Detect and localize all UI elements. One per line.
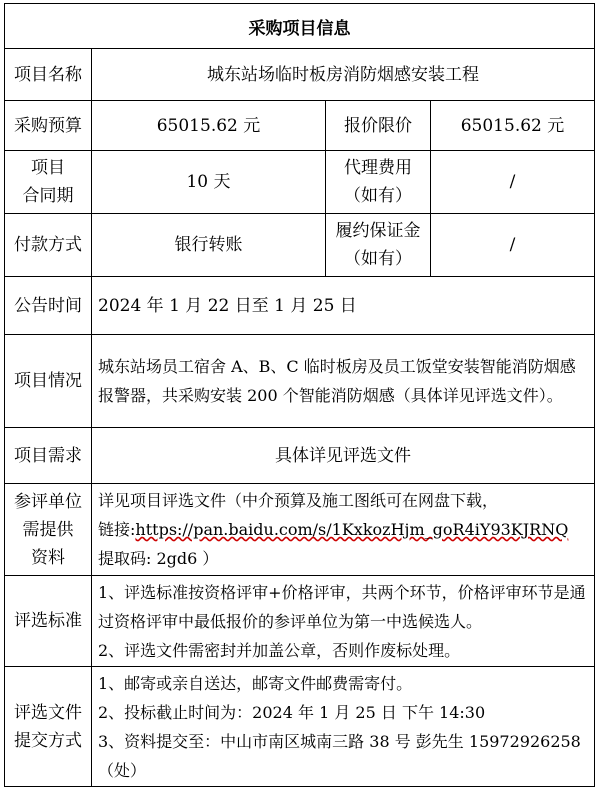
payment-value: 银行转账 (174, 235, 243, 255)
price-limit-value-cell (431, 101, 594, 150)
project-name-value: 城东站场临时板房消防烟感安装工程 (207, 64, 479, 85)
materials-label-cell (5, 484, 92, 575)
notice-value-cell (92, 277, 594, 334)
materials-extract-code: 提取码: 2gd6 ） (98, 549, 219, 568)
notice-label: 公告时间 (14, 295, 82, 316)
submission-row (5, 667, 594, 786)
title-row (5, 4, 594, 49)
project-name-row (5, 49, 594, 101)
notice-value: 2024 年 1 月 22 日至 1 月 25 日 (98, 295, 357, 316)
table-title-cell (5, 4, 594, 48)
submission-item-3: 3、资料提交至：中山市南区城南三路 38 号 彭先生 15972926258 （处） (98, 731, 581, 780)
criteria-label-cell (5, 576, 92, 666)
contract-period-value-cell (92, 151, 326, 213)
criteria-label: 评选标准 (14, 611, 82, 631)
budget-value: 65015.62 元 (156, 115, 261, 136)
procurement-info-table (4, 3, 595, 787)
price-limit-label-cell (326, 101, 431, 150)
situation-label: 项目情况 (14, 371, 82, 391)
contract-period-row (5, 151, 594, 214)
price-limit-label: 报价限价 (344, 115, 412, 136)
agency-fee-value: / (509, 172, 516, 192)
performance-bond-value: / (509, 235, 516, 255)
submission-label-cell (5, 667, 92, 786)
situation-label-cell (5, 335, 92, 427)
contract-period-label: 项目 合同期 (22, 158, 74, 206)
submission-text (92, 669, 594, 785)
notice-row (5, 277, 594, 335)
requirements-label: 项目需求 (14, 445, 82, 466)
materials-line1: 详见项目评选文件（中介预算及施工图纸可在网盘下载， (98, 491, 499, 510)
performance-bond-label-cell (326, 214, 431, 276)
agency-fee-label: 代理费用 （如有） (344, 158, 412, 206)
submission-label: 评选文件 提交方式 (14, 702, 82, 751)
requirements-value-cell (92, 428, 594, 483)
project-name-label-cell (5, 49, 92, 100)
agency-fee-label-cell (326, 151, 431, 213)
criteria-value-cell (92, 576, 594, 666)
budget-value-cell (92, 101, 326, 150)
contract-period-label-cell (5, 151, 92, 213)
materials-label: 参评单位 需提供 资料 (14, 491, 82, 568)
criteria-item-1: 1、评选标准按资格评审+价格评审，共两个环节，价格评审环节是通过资格评审中最低报价的参评单位为第一中选候选人。 (98, 582, 586, 631)
materials-text (92, 486, 572, 573)
budget-row (5, 101, 594, 151)
netdisk-link[interactable]: https://pan.baidu.com/s/1KxkozHjm_goR4iY93KJRNQ (135, 520, 569, 539)
project-name-label: 项目名称 (14, 64, 82, 85)
requirements-row (5, 428, 594, 484)
requirements-label-cell (5, 428, 92, 483)
notice-label-cell (5, 277, 92, 334)
payment-label: 付款方式 (14, 235, 82, 255)
submission-value-cell (92, 667, 594, 786)
submission-item-2: 2、投标截止时间为：2024 年 1 月 25 日 下午 14:30 (98, 702, 486, 722)
payment-row (5, 214, 594, 277)
situation-value: 城东站场员工宿舍 A、B、C 临时板房及员工饭堂安装智能消防烟感报警器，共采购安装 200 个智能消防烟感（具体详见评选文件）。 (98, 357, 576, 405)
price-limit-value: 65015.62 元 (460, 115, 565, 136)
contract-period-value: 10 天 (186, 172, 231, 192)
project-name-value-cell (92, 49, 594, 100)
submission-item-1: 1、邮寄或亲自送达，邮寄文件邮费需寄付。 (98, 673, 413, 693)
materials-link-line (98, 515, 568, 544)
performance-bond-label: 履约保证金 （如有） (335, 221, 421, 269)
materials-value-cell (92, 484, 594, 575)
payment-label-cell (5, 214, 92, 276)
materials-link-prefix: 链接: (98, 520, 136, 539)
performance-bond-value-cell (431, 214, 594, 276)
budget-label-cell (5, 101, 92, 150)
materials-row (5, 484, 594, 576)
payment-value-cell (92, 214, 326, 276)
agency-fee-value-cell (431, 151, 594, 213)
criteria-item-2: 2、评选文件需密封并加盖公章，否则作废标处理。 (98, 640, 461, 660)
criteria-text (92, 578, 594, 665)
situation-row (5, 335, 594, 428)
table-title: 采购项目信息 (248, 18, 351, 39)
budget-label: 采购预算 (14, 115, 82, 136)
situation-value-cell (92, 335, 594, 427)
criteria-row (5, 576, 594, 667)
requirements-value: 具体详见评选文件 (275, 445, 411, 466)
